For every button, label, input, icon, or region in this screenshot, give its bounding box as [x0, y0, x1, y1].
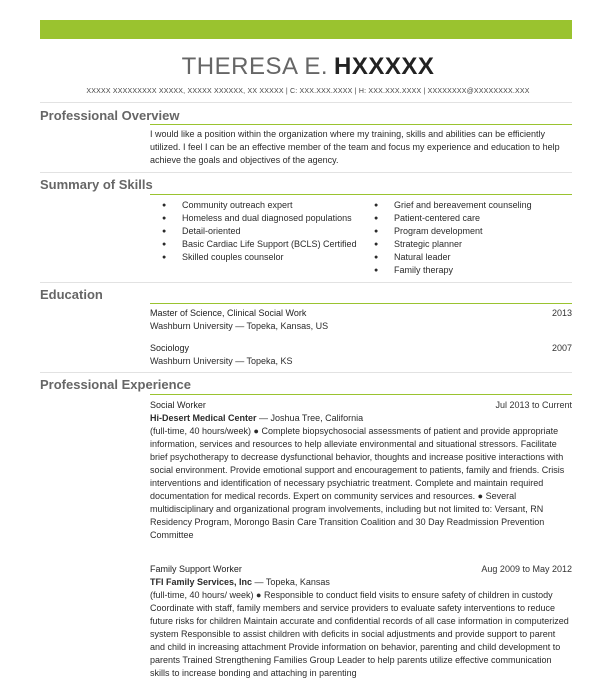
skill-item: ● Grief and bereavement counseling — [372, 199, 572, 212]
education-item — [150, 342, 572, 368]
candidate-name — [0, 52, 616, 82]
job-description: (full-time, 40 hours/week) ● Complete biopsychosocial assessments of patient and provide appropriate information, services and resources to help alleviate environmental and situational stressors. Facilitate brief psychotherapy to decrease dysfunctional behavior, thoughts and increase positive interactions with social environment. Provide emotional support and encouragement to patients, family and friends. Crisis interventions and identification of necessary psychiatric treatment. Complete and maintain required documentation for medical records. Expert on community services and resources. ● Several multidisciplinary and organizational program involvements, including but not limited to: Versant, RN Residency Program, Morongo Basin Care Transition Coalition and 30 Day Readmission Prevention Committee — [150, 426, 565, 540]
skill-item: ● Family therapy — [372, 264, 572, 277]
degree: Master of Science, Clinical Social Work — [150, 308, 307, 318]
skill-item: ● Community outreach expert — [160, 199, 360, 212]
degree: Sociology — [150, 343, 190, 353]
skill-item: ● Detail-oriented — [160, 225, 360, 238]
divider — [40, 102, 572, 103]
employer: Hi-Desert Medical Center — [150, 413, 257, 423]
overview-text: I would like a position within the organization where my training, skills and abilities can be efficiently utilized. I feel I can be an effective member of the team and focus my experience and education to help achieve the goals and objectives of the agency. — [150, 129, 560, 165]
skill-item: ● Natural leader — [372, 251, 572, 264]
job-description: (full-time, 40 hours/ week) ● Responsible to conduct field visits to ensure safety of children in custody Coordinate with staff, family members and service providers to evaluate safety interventions to reduce future risks for children Maintain accurate and confidential records of all case information in computerized system Responsible to assist children with deficits in social adjustments and provide support to parent and child in increasing attachment Provide information on behavior, parenting and child development to parents Trained Strengthening Families Group Leader to help parents utilize effective communication skills to increase bonding and attaching in parenting — [150, 590, 569, 678]
section-title-overview: Professional Overview — [40, 108, 180, 123]
divider — [40, 172, 572, 173]
skills-right-column — [372, 199, 572, 277]
year: 2007 — [551, 343, 572, 353]
employer: TFI Family Services, Inc — [150, 577, 253, 587]
section-rule — [150, 194, 572, 195]
section-rule — [150, 124, 572, 125]
last-name: HXXXXX — [334, 53, 435, 80]
year: 2013 — [551, 308, 572, 318]
header-accent-bar — [40, 20, 572, 39]
experience-item — [150, 563, 572, 680]
skill-item: ● Patient-centered care — [372, 212, 572, 225]
first-name: THERESA E. — [181, 53, 328, 80]
section-rule — [150, 394, 572, 395]
job-title: Family Support Worker — [150, 564, 242, 574]
divider — [40, 372, 572, 373]
divider — [40, 282, 572, 283]
job-title: Social Worker — [150, 400, 206, 410]
job-dates: Jul 2013 to Current — [495, 400, 572, 410]
skill-item: ● Program development — [372, 225, 572, 238]
school: Washburn University — Topeka, Kansas, US — [150, 321, 329, 331]
contact-line: XXXXX XXXXXXXXX XXXXX, XXXXX XXXXXX, XX XXXXX | C: XXX.XXX.XXXX | H: XXX.XXX.XXXX | XXXXXXXX@XXXXXXXX.XXX — [86, 88, 530, 95]
skill-item: ● Strategic planner — [372, 238, 572, 251]
skill-item: ● Homeless and dual diagnosed populations — [160, 212, 360, 225]
skills-left-column — [160, 199, 360, 264]
job-location: — Topeka, Kansas — [252, 577, 330, 587]
skill-item: ● Skilled couples counselor — [160, 251, 360, 264]
section-title-education: Education — [40, 287, 103, 302]
section-title-experience: Professional Experience — [40, 377, 192, 392]
section-rule — [150, 303, 572, 304]
experience-item — [150, 399, 572, 542]
job-dates: Aug 2009 to May 2012 — [481, 564, 572, 574]
school: Washburn University — Topeka, KS — [150, 356, 293, 366]
job-location: — Joshua Tree, California — [256, 413, 364, 423]
section-title-skills: Summary of Skills — [40, 177, 153, 192]
education-item — [150, 307, 572, 333]
skill-item: ● Basic Cardiac Life Support (BCLS) Certified — [160, 238, 360, 251]
